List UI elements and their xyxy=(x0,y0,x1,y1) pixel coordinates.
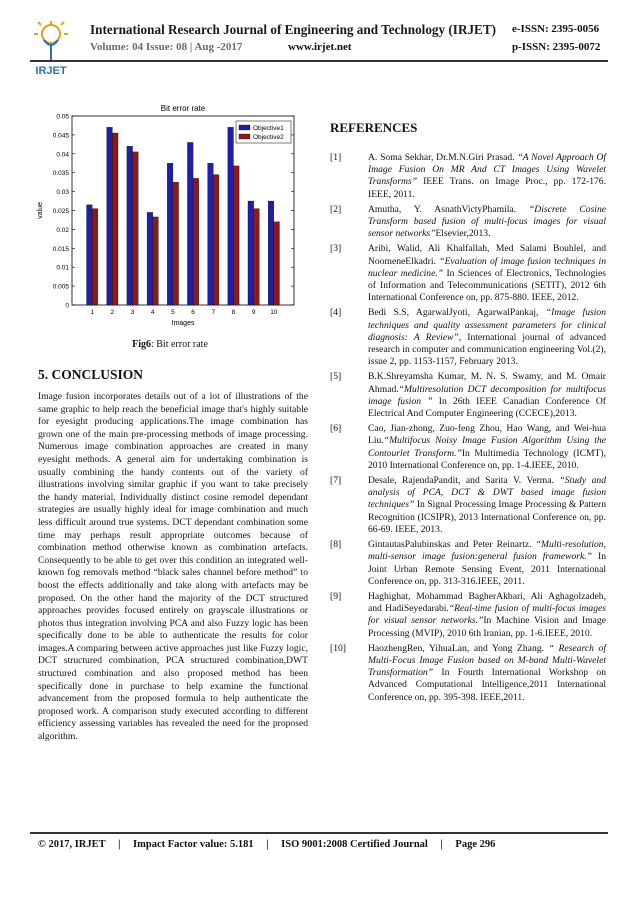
reference-number: [5] xyxy=(330,371,342,383)
reference-number: [9] xyxy=(330,590,342,602)
legend-swatch xyxy=(239,134,250,139)
y-tick-label: 0.04 xyxy=(56,151,69,159)
footer-impact-factor: Impact Factor value: 5.181 xyxy=(133,839,254,850)
bar-objective2 xyxy=(274,222,280,305)
reference-number: [1] xyxy=(330,152,342,163)
bar-objective1 xyxy=(208,163,214,305)
reference-number: [7] xyxy=(330,475,342,487)
reference-authors: Cao, Jian-zhong, Zuo-feng Zhou, Hao Wang, and Wei-hua Liu. xyxy=(368,423,606,447)
reference-item xyxy=(330,243,606,304)
figure-label: Fig6 xyxy=(132,339,151,350)
bar-objective1 xyxy=(268,201,274,305)
logo-text: IRJET xyxy=(35,65,67,77)
y-tick-label: 0.035 xyxy=(52,170,69,178)
reference-authors: GintautasPalubinskas and Peter Reinartz. xyxy=(368,539,536,551)
reference-title: “Evaluation of image fusion techniques in nuclear medicine.” xyxy=(368,255,606,279)
bar-objective1 xyxy=(147,212,153,305)
reference-authors: HaozhengRen, YihuaLan, and Yong Zhang. xyxy=(368,642,549,654)
reference-item xyxy=(330,204,606,241)
reference-details: In Multimedia Technology (ICMT), 2010 International Conference on, pp. 1-4.IEEE, 2010. xyxy=(368,447,606,471)
footer-separator: | xyxy=(118,839,121,850)
pissn: p-ISSN: 2395-0072 xyxy=(512,41,601,53)
reference-number: [8] xyxy=(330,539,342,551)
reference-title: “ Research of Multi-Focus Image Fusion based on M-band Multi-Wavelet Transformation” xyxy=(368,642,606,679)
bit-error-rate-chart xyxy=(30,100,310,332)
reference-item xyxy=(330,371,606,420)
references-heading: REFERENCES xyxy=(330,120,418,135)
reference-authors: Amutha, Y. AsnathVictyPhamila. xyxy=(368,203,529,215)
y-axis-label: value xyxy=(37,202,44,219)
x-tick-label: 7 xyxy=(211,309,216,316)
footer-divider xyxy=(30,832,608,834)
bar-objective2 xyxy=(112,133,118,305)
reference-authors: A. Soma Sekhar, Dr.M.N.Giri Prasad. xyxy=(368,152,518,163)
x-tick-label: 4 xyxy=(150,309,155,316)
reference-details: In Signal Processing Image Processing & Pattern Recognition (ICSIPR), 2013 International Conference on, pp. 66-69. IEEE, 2013. xyxy=(368,499,606,535)
footer xyxy=(38,839,495,850)
bar-objective1 xyxy=(107,127,113,305)
reference-title: “Multiresolution DCT decomposition for multifocus image fusion ” xyxy=(368,383,606,407)
reference-number: [4] xyxy=(330,307,342,319)
y-tick-label: 0.025 xyxy=(52,208,69,215)
legend-swatch xyxy=(239,125,250,130)
plot-area xyxy=(72,116,294,305)
reference-details: In 26th IEEE Canadian Conference Of Electrical And Computer Engineering (CCECE),2013. xyxy=(368,395,606,420)
reference-title: “Study and analysis of PCA, DCT & DWT based image fusion techniques” xyxy=(368,475,606,511)
bar-objective2 xyxy=(92,209,98,305)
reference-title: “A Novel Approach Of Image Fusion On MR And CT Images Using Wavelet Transforms” xyxy=(368,152,606,188)
reference-number: [3] xyxy=(330,243,342,255)
x-axis-label: Images xyxy=(171,320,195,327)
bar-objective1 xyxy=(248,201,254,305)
bar-objective2 xyxy=(254,209,260,305)
legend-entry: Objective2 xyxy=(253,134,284,141)
reference-details: Elsevier,2013. xyxy=(435,228,491,240)
reference-item xyxy=(330,591,606,640)
reference-title: “Discrete Cosine Transform based fusion of multi-focus images for visual sensor networks” xyxy=(368,203,606,240)
bar-objective1 xyxy=(127,146,133,305)
bar-objective1 xyxy=(167,163,173,305)
bar-objective2 xyxy=(193,178,199,305)
reference-authors: Bedi S.S, AgarwalJyoti, AgarwalPankaj, xyxy=(368,307,546,319)
chart-title: Bit error rate xyxy=(160,104,206,113)
reference-item xyxy=(330,539,606,588)
x-tick-label: 10 xyxy=(270,309,278,316)
figure-caption xyxy=(30,339,310,350)
reference-title: “Multifocus Noisy Image Fusion Algorithm Using the Contourlet Transform.” xyxy=(368,435,606,459)
x-tick-label: 1 xyxy=(90,309,94,316)
y-tick-label: 0.005 xyxy=(52,283,69,291)
conclusion-body: Image fusion incorporates details out of a lot of illustrations of the same graphic to help reach the beneficial image that's highly suitable for eyesight producing applications.The image combination has grown one of the main pre-processing methods of image processing. Numerous image combination approaches are created in many eyesight methods. A general aim for undertaking combination is usually combining the handy contents out of the variety of illustrations involving similar graphic if you want to take precisely the handy material. Individually distinct cosine remodel dependant strategies are usually highly ideal for image combination and much less difficult around true systems. DCT dependant combination some time may perhaps result appropriate outcomes because of combination method otherwise known as combination artefacts. Consequently to be able to get over this condition an integrated well-known fog removals method “black sales channel before method” to boost the effects additionally and take along with artefacts may be proposed. On the other hand the majority of the DCT structured approaches provides focused entirely on grayscale illustrations or photos thus integration involving PCA and also Fuzzy logic has been specifically done to be able to authenticate the results for color images.A comparing between active approaches just like Fuzzy logic, DCT structured combination, PCA structured combination,DWT structured combination and also proposed method has been specifically done in purchase to help examine the functional advancement from the proposed formula to help authenticate the proposed work. A comparison study executed according to different efficiency assessing variables has revealed the need for the proposed algorithm. xyxy=(38,391,308,743)
x-tick-label: 5 xyxy=(171,309,175,316)
x-tick-label: 6 xyxy=(191,309,195,316)
bar-objective2 xyxy=(173,182,179,305)
bar-objective2 xyxy=(213,175,219,305)
irjet-logo xyxy=(30,20,72,78)
reference-title: “Image fusion techniques and quality assessment parameters for clinical diagnosis: A Review” xyxy=(368,307,606,343)
reference-details: In Fourth International Workshop on Advanced Computational Intelligence,2011 International Conference on, pp. 395-398. IEEE,2011. xyxy=(368,667,606,703)
footer-copyright: © 2017, IRJET xyxy=(38,839,106,850)
bar-objective2 xyxy=(153,217,159,305)
reference-authors: Aribi, Walid, Ali Khalfallah, Med Salami Bouhlel, and NoomeneElkadri. xyxy=(368,243,606,267)
references-list xyxy=(330,152,606,707)
y-tick-label: 0.045 xyxy=(52,132,69,140)
eissn: e-ISSN: 2395-0056 xyxy=(512,23,600,35)
bar-objective1 xyxy=(228,127,234,305)
x-tick-label: 9 xyxy=(251,309,256,316)
reference-authors: Desale, RajendaPandit, and Sarita V. Verma. xyxy=(368,475,560,487)
y-tick-label: 0.02 xyxy=(56,226,69,234)
legend-entry: Objective1 xyxy=(253,125,284,132)
header-divider xyxy=(30,60,608,62)
reference-authors: B.K.Shreyamsha Kumar, M. N. S. Swamy, and M. Omair Ahmad. xyxy=(368,371,606,395)
reference-number: [2] xyxy=(330,203,342,215)
bar-objective1 xyxy=(87,205,93,305)
reference-title: “Real-time fusion of multi-focus images for visual sensor networks.” xyxy=(368,603,606,627)
y-tick-label: 0 xyxy=(65,302,69,310)
journal-title: International Research Journal of Engineering and Technology (IRJET) xyxy=(90,22,497,37)
reference-item xyxy=(330,423,606,472)
x-tick-label: 8 xyxy=(231,309,236,316)
y-tick-label: 0.01 xyxy=(56,264,69,272)
footer-iso: ISO 9001:2008 Certified Journal xyxy=(281,839,428,850)
reference-title: “Multi-resolution, multi-sensor image fusion:general fusion framework.” xyxy=(368,539,606,563)
reference-number: [6] xyxy=(330,423,342,435)
bar-objective2 xyxy=(133,152,139,305)
reference-item xyxy=(330,152,606,201)
y-tick-label: 0.03 xyxy=(56,189,69,197)
volume-issue: Volume: 04 Issue: 08 | Aug -2017 xyxy=(90,41,243,53)
reference-details: IEEE Trans. on Image Proc., pp. 172-176. IEEE, 2011. xyxy=(368,176,606,200)
footer-page-number: Page 296 xyxy=(455,839,496,850)
reference-authors: Haghighat, Mohammad BagherAkbari, Ali Aghagolzadeh, and HadiSeyedarabi. xyxy=(368,590,606,615)
y-tick-label: 0.015 xyxy=(52,245,69,253)
bar-objective2 xyxy=(233,166,239,305)
footer-separator: | xyxy=(266,839,269,850)
x-tick-label: 3 xyxy=(130,309,135,316)
reference-details: , International journal of advanced research in computer and communication engineering Vol.(2), issue 2, pp. 1153-1157, February 2013. xyxy=(368,331,606,368)
bar-objective1 xyxy=(187,142,193,305)
reference-item xyxy=(330,475,606,536)
website-link[interactable]: www.irjet.net xyxy=(288,41,352,53)
reference-details: In Machine Vision and Image Processing (MVIP), 2010 6th Iranian, pp. 1-6.IEEE, 2010. xyxy=(368,615,606,639)
figure-caption-text: : Bit error rate xyxy=(150,339,208,350)
reference-number: [10] xyxy=(330,642,346,654)
reference-item xyxy=(330,643,606,704)
y-tick-label: 0.05 xyxy=(56,113,69,121)
conclusion-heading: 5. CONCLUSION xyxy=(38,367,144,382)
reference-details: In Sciences of Electronics, Technologies of Information and Telecommunications (SETIT), 2012 6th International Conference on, pp. 875-880. IEEE, 2012. xyxy=(368,267,606,304)
x-tick-label: 2 xyxy=(110,309,115,316)
footer-separator: | xyxy=(440,839,443,850)
reference-item xyxy=(330,307,606,368)
reference-details: In Joint Urban Remote Sensing Event, 2011 International Conference on, pp. 313-316.IEEE, 2011. xyxy=(368,551,606,587)
